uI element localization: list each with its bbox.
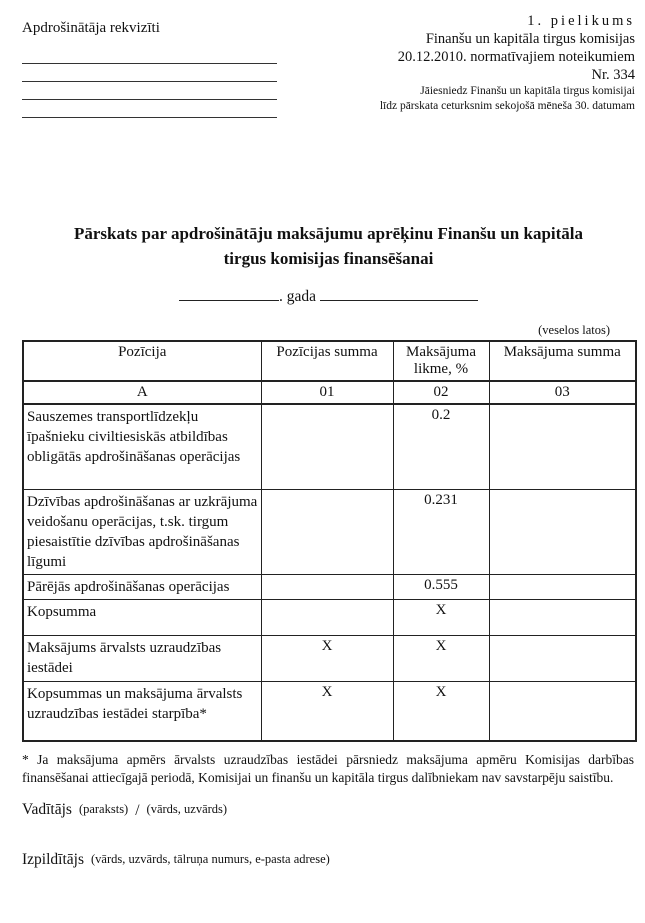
signatures-block <box>22 800 635 869</box>
manager-label: Vadītājs <box>22 801 72 818</box>
position-sum-cell: X <box>261 635 393 681</box>
table-row <box>23 404 636 489</box>
payment-sum-cell <box>489 489 636 574</box>
payments-table <box>22 340 637 742</box>
page-header <box>22 10 635 118</box>
name-caption: (vārds, uzvārds) <box>146 802 228 816</box>
column-code-row <box>23 381 636 404</box>
insurer-details-blanks <box>22 46 280 118</box>
payment-sum-cell <box>489 635 636 681</box>
insurer-details-label: Apdrošinātāja rekvizīti <box>22 20 160 36</box>
submission-note-line2: līdz pārskata ceturksnim sekojošā mēneša 30. datumam <box>379 100 635 112</box>
period-blank-line <box>320 284 478 301</box>
payment-sum-cell <box>489 599 636 635</box>
manager-signature-row <box>22 800 635 819</box>
column-code: 02 <box>393 381 489 404</box>
column-header-payment-sum: Maksājuma summa <box>489 341 636 381</box>
manager-signature-field <box>79 800 128 817</box>
position-sum-cell <box>261 489 393 574</box>
executor-label: Izpildītājs <box>22 851 84 868</box>
annex-reference-block <box>290 10 635 118</box>
page-title: Pārskats par apdrošinātāju maksājumu aprēķinu Finanšu un kapitāla tirgus komisijas finansēšanai <box>73 224 584 268</box>
year-blank-line <box>179 284 279 301</box>
payment-sum-cell <box>489 404 636 489</box>
rate-cell: X <box>393 681 489 741</box>
position-sum-cell <box>261 574 393 599</box>
table-row <box>23 489 636 574</box>
signature-caption: (paraksts) <box>78 802 129 816</box>
rate-cell: 0.231 <box>393 489 489 574</box>
position-cell: Kopsummas un maksājuma ārvalsts uzraudzības iestādei starpība* <box>23 681 261 741</box>
units-note: (veselos latos) <box>538 323 610 337</box>
table-header-row <box>23 341 636 381</box>
table-row <box>23 574 636 599</box>
blank-line <box>22 82 277 100</box>
blank-line <box>22 46 277 64</box>
table-row <box>23 635 636 681</box>
executor-caption: (vārds, uzvārds, tālruņa numurs, e-pasta adrese) <box>91 852 330 866</box>
manager-name-field <box>147 800 228 817</box>
position-sum-cell: X <box>261 681 393 741</box>
rate-cell: 0.555 <box>393 574 489 599</box>
annex-number-line: 1. pielikums <box>527 13 635 29</box>
position-cell: Dzīvības apdrošināšanas ar uzkrājuma veidošanu operācijas, t.sk. tirgum piesaistītie dzīvības apdrošināšanas līgumi <box>23 489 261 574</box>
table-row <box>23 599 636 635</box>
column-header-payment-rate: Maksājuma likme, % <box>393 341 489 381</box>
submission-note-line1: Jāiesniedz Finanšu un kapitāla tirgus komisijai <box>420 85 635 97</box>
slash-separator: / <box>135 802 140 819</box>
position-cell: Sauszemes transportlīdzekļu īpašnieku civiltiesiskās atbildības obligātās apdrošināšanas operācijas <box>23 404 261 489</box>
position-cell: Kopsumma <box>23 599 261 635</box>
period-label: . gada <box>279 288 317 305</box>
regulation-date-line: 20.12.2010. normatīvajiem noteikumiem <box>397 49 635 65</box>
regulation-number-line: Nr. 334 <box>591 67 635 83</box>
column-code: A <box>23 381 261 404</box>
payment-sum-cell <box>489 681 636 741</box>
executor-field <box>91 850 330 867</box>
column-header-position: Pozīcija <box>23 341 261 381</box>
column-header-position-sum: Pozīcijas summa <box>261 341 393 381</box>
commission-name-line: Finanšu un kapitāla tirgus komisijas <box>425 31 635 47</box>
payment-sum-cell <box>489 574 636 599</box>
rate-cell: X <box>393 635 489 681</box>
position-cell: Pārējās apdrošināšanas operācijas <box>23 574 261 599</box>
table-row <box>23 681 636 741</box>
position-sum-cell <box>261 599 393 635</box>
report-period-line <box>22 284 635 306</box>
title-block <box>22 221 635 271</box>
rate-cell: 0.2 <box>393 404 489 489</box>
column-code: 01 <box>261 381 393 404</box>
rate-cell: X <box>393 599 489 635</box>
position-cell: Maksājums ārvalsts uzraudzības iestādei <box>23 635 261 681</box>
blank-line <box>22 100 277 118</box>
blank-line <box>22 64 277 82</box>
column-code: 03 <box>489 381 636 404</box>
footnote-text: * Ja maksājuma apmērs ārvalsts uzraudzības iestādei pārsniedz maksājuma apmēru Komisijas darbības finansēšanai attiecīgajā periodā, Komisijai un finanšu un kapitāla tirgus dalībniekam nav savstarpēju saistību. <box>22 752 634 785</box>
executor-row <box>22 850 635 869</box>
position-sum-cell <box>261 404 393 489</box>
insurer-details-block <box>22 10 280 118</box>
